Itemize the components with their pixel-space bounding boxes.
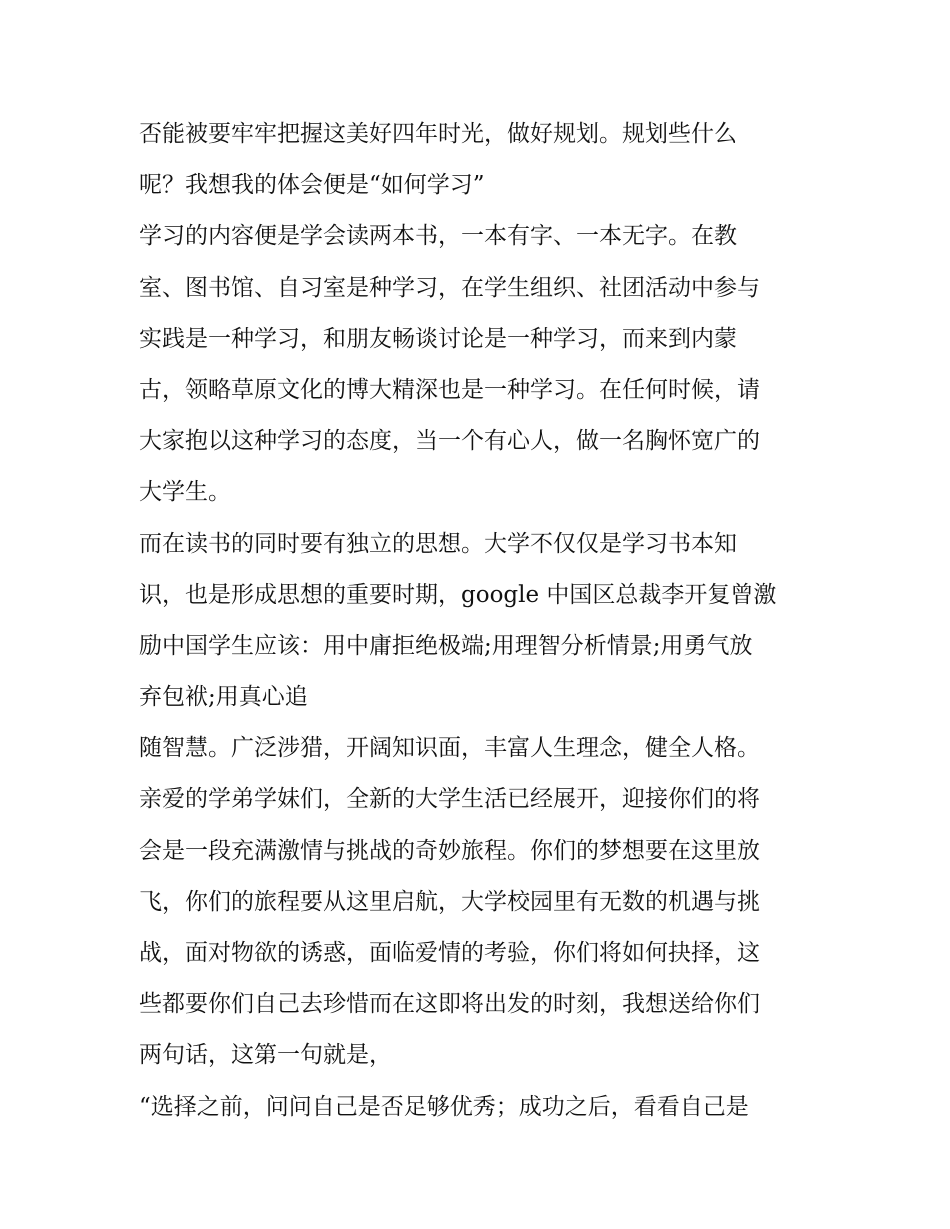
body-text <box>139 109 819 1133</box>
text-line: 大家抱以这种学习的态度，当一个有心人，做一名胸怀宽广的 <box>139 428 760 455</box>
text-line: 而在读书的同时要有独立的思想。大学不仅仅是学习书本知 <box>139 530 737 557</box>
text-line: 识，也是形成思想的重要时期，google 中国区总裁李开复曾激 <box>139 581 777 608</box>
text-line: 励中国学生应该：用中庸拒绝极端;用理智分析情景;用勇气放 <box>139 632 753 659</box>
text-line: 战，面对物欲的诱惑，面临爱情的考验，你们将如何抉择，这 <box>139 940 760 966</box>
text-line: 古，领略草原文化的博大精深也是一种学习。在任何时候，请 <box>139 376 760 403</box>
text-line: 大学生。 <box>139 479 231 506</box>
text-line: 呢？我想我的体会便是“如何学习” <box>139 172 485 199</box>
text-line: 否能被要牢牢把握这美好四年时光，做好规划。规划些什么 <box>139 121 737 147</box>
text-line: “选择之前，问问自己是否足够优秀；成功之后，看看自己是 <box>139 1093 749 1120</box>
text-line: 会是一段充满激情与挑战的奇妙旅程。你们的梦想要在这里放 <box>139 837 760 864</box>
text-line: 些都要你们自己去珍惜而在这即将出发的时刻，我想送给你们 <box>139 991 760 1018</box>
text-line: 飞，你们的旅程要从这里启航，大学校园里有无数的机遇与挑 <box>139 888 760 915</box>
text-line: 室、图书馆、自习室是种学习，在学生组织、社团活动中参与 <box>139 274 760 301</box>
text-line: 随智慧。广泛涉猎，开阔知识面，丰富人生理念，健全人格。 <box>139 735 760 762</box>
text-line: 亲爱的学弟学妹们，全新的大学生活已经展开，迎接你们的将 <box>139 786 760 813</box>
text-line: 弃包袱;用真心追 <box>139 684 308 711</box>
text-line: 学习的内容便是学会读两本书，一本有字、一本无字。在教 <box>139 223 737 250</box>
text-line: 两句话，这第一句就是， <box>139 1042 392 1069</box>
text-line: 实践是一种学习，和朋友畅谈讨论是一种学习，而来到内蒙 <box>139 325 737 352</box>
